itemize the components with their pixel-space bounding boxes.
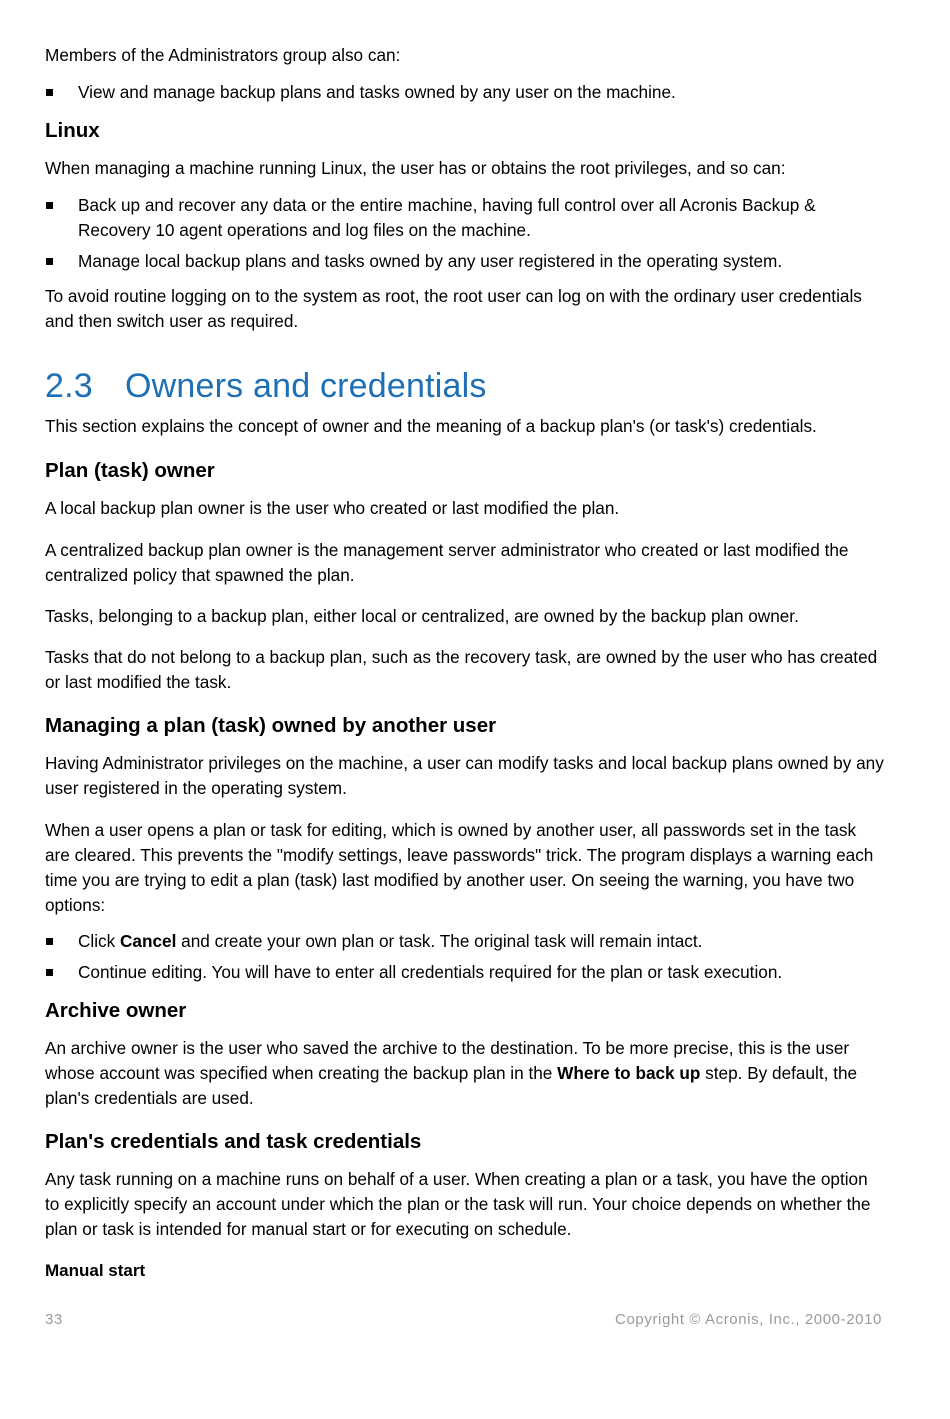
linux-section [45, 118, 885, 144]
managing-p2-block [45, 818, 885, 918]
manual-start-block [45, 1259, 885, 1283]
list-item: Continue editing. You will have to enter all credentials required for the plan or task execution. [45, 960, 885, 985]
list-item: Manage local backup plans and tasks owned by any user registered in the operating system. [45, 249, 885, 274]
paragraph: A local backup plan owner is the user who created or last modified the plan. [45, 498, 620, 518]
archive-owner-heading: Archive owner [45, 999, 187, 1022]
where-to-back-up-term: Where to back up [557, 1063, 701, 1083]
paragraph [45, 1036, 885, 1111]
list-item: View and manage backup plans and tasks owned by any user on the machine. [45, 80, 885, 105]
linux-heading: Linux [45, 119, 100, 142]
bullet-prefix: Click [78, 931, 121, 951]
linux-note: To avoid routine logging on to the system as root, the root user can log on with the ordinary user credentials and then switch user as required. [45, 286, 862, 331]
list-item: Back up and recover any data or the entire machine, having full control over all Acronis Backup & Recovery 10 agent operations and log files on the machine. [45, 193, 885, 243]
admins-bullet-list [45, 80, 885, 105]
linux-bullet-list [45, 193, 885, 274]
copyright: Copyright © Acronis, Inc., 2000-2010 [615, 1311, 882, 1328]
plan-owner-p2-block [45, 538, 885, 588]
plan-owner-p1-block [45, 496, 885, 521]
admins-intro [45, 43, 885, 68]
section-header [45, 366, 885, 406]
section-intro-block [45, 414, 885, 439]
paragraph: Tasks, belonging to a backup plan, either local or centralized, are owned by the backup plan owner. [45, 606, 799, 626]
text-before: An archive owner is the user who saved the archive to the destination. To be more precise, this is the user whose account was specified when creating the backup plan in the [45, 1038, 850, 1083]
manual-start-heading: Manual start [45, 1261, 146, 1280]
credentials-paragraph-block [45, 1167, 885, 1242]
paragraph: Having Administrator privileges on the machine, a user can modify tasks and local backup plans owned by any user registered in the operating system. [45, 753, 884, 798]
list-item [45, 929, 885, 954]
plan-owner-p4-block [45, 645, 885, 695]
plan-owner-heading: Plan (task) owner [45, 459, 215, 482]
linux-intro: When managing a machine running Linux, the user has or obtains the root privileges, and so can: [45, 158, 786, 178]
archive-owner-paragraph-block [45, 1036, 885, 1111]
managing-p1-block [45, 751, 885, 801]
paragraph: Any task running on a machine runs on behalf of a user. When creating a plan or a task, you have the option to explicitly specify an account under which the plan or the task will run. Your choice depends on whether the plan or task is intended for manual start or for executing on schedule. [45, 1169, 871, 1239]
credentials-heading: Plan's credentials and task credentials [45, 1130, 422, 1153]
plan-owner-heading-block [45, 458, 885, 484]
paragraph: A centralized backup plan owner is the management server administrator who created or last modified the centralized policy that spawned the plan. [45, 540, 849, 585]
credentials-heading-block [45, 1129, 885, 1155]
archive-owner-heading-block [45, 998, 885, 1024]
page-number: 33 [45, 1311, 63, 1328]
cancel-term: Cancel [120, 931, 177, 951]
admins-line: Members of the Administrators group also can: [45, 45, 401, 65]
text-after: step. By default, the plan's credentials are used. [45, 1063, 858, 1108]
plan-owner-p3-block [45, 604, 885, 629]
bullet-suffix: and create your own plan or task. The original task will remain intact. [176, 931, 703, 951]
paragraph: When a user opens a plan or task for editing, which is owned by another user, all passwords set in the task are cleared. This prevents the "modify settings, leave passwords" trick. The program displays a warning each time you are trying to edit a plan (task) last modified by another user. On seeing the warning, you have two options: [45, 820, 874, 915]
section-number: 2.3 [45, 367, 93, 405]
section-intro: This section explains the concept of owner and the meaning of a backup plan's (or task's) credentials. [45, 416, 817, 436]
linux-note-block [45, 284, 885, 334]
managing-heading-block [45, 713, 885, 739]
section-title [45, 366, 885, 406]
section-title-text: Owners and credentials [125, 367, 487, 405]
managing-heading: Managing a plan (task) owned by another user [45, 714, 497, 737]
linux-intro-block [45, 156, 885, 181]
paragraph: Tasks that do not belong to a backup plan, such as the recovery task, are owned by the user who has created or last modified the task. [45, 647, 878, 692]
managing-bullet-list [45, 929, 885, 985]
